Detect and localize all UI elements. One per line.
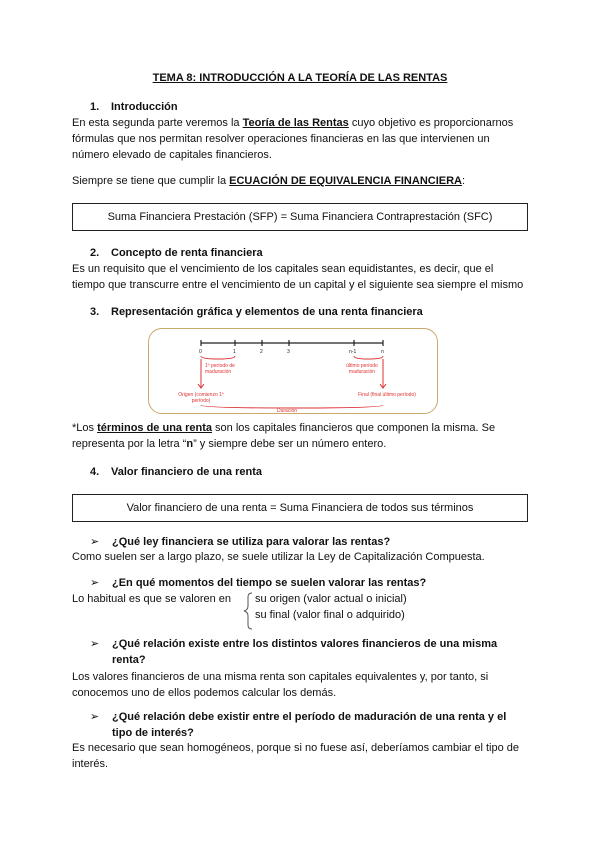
question-heading: ➢ ¿Qué relación debe existir entre el período de maduración de una renta y el <box>90 711 507 723</box>
question-heading: ➢ ¿Qué ley financiera se utiliza para valorar las rentas? <box>90 536 391 548</box>
paragraph-line: Lo habitual es que se valoren en <box>72 593 232 605</box>
heading-text: Introducción <box>111 101 178 113</box>
paragraph-line: Es un requisito que el vencimiento de los capitales sean equidistantes, es decir, que el <box>72 263 494 275</box>
paragraph-line: Siempre se tiene que cumplir la ECUACIÓN DE EQUIVALENCIA FINANCIERA: <box>72 175 466 187</box>
emphasis: ECUACIÓN DE EQUIVALENCIA FINANCIERA <box>229 175 462 187</box>
option-origen: su origen (valor actual o inicial) <box>255 593 407 605</box>
tick-label: 3 <box>287 349 290 355</box>
page-title: TEMA 8: INTRODUCCIÓN A LA TEORÍA DE LAS RENTAS <box>152 72 448 84</box>
arrow-bullet-icon: ➢ <box>90 638 100 650</box>
paragraph-line: interés. <box>72 758 109 770</box>
tick-label: n-1 <box>349 349 357 355</box>
tick-label: 1 <box>233 349 236 355</box>
tick-label: 0 <box>199 349 202 355</box>
paragraph-line: conocemos uno de ellos podemos calcular los demás. <box>72 687 337 699</box>
section-4-heading: 4. Valor financiero de una renta <box>90 466 262 478</box>
origin-label: Origen (comienzo 1º período) <box>178 392 224 404</box>
duration-label: Duración <box>277 408 298 414</box>
section-2-heading: 2. Concepto de renta financiera <box>90 247 263 259</box>
emphasis: términos de una renta <box>97 422 212 434</box>
renta-timeline-diagram <box>148 328 438 414</box>
paragraph-line: fórmulas que nos permitan resolver operaciones financieras en las que intervienen un <box>72 133 490 145</box>
equation-box: Suma Financiera Prestación (SFP) = Suma Financiera Contraprestación (SFC) <box>72 203 528 231</box>
question-heading-cont: renta? <box>112 654 146 666</box>
question-heading-cont: tipo de interés? <box>112 727 194 739</box>
arrow-bullet-icon: ➢ <box>90 577 100 589</box>
paragraph-line: Como suelen ser a largo plazo, se suele utilizar la Ley de Capitalización Compuesta. <box>72 551 485 563</box>
first-period-label: 1º período de maduración <box>205 363 235 375</box>
question-heading: ➢ ¿En qué momentos del tiempo se suelen valorar las rentas? <box>90 577 427 589</box>
valor-financiero-box: Valor financiero de una renta = Suma Financiera de todos sus términos <box>72 494 528 522</box>
last-period-label: último período maduración <box>346 363 378 375</box>
section-3-heading: 3. Representación gráfica y elementos de una renta financiera <box>90 306 423 318</box>
brace-icon <box>242 592 254 632</box>
paragraph-line: representa por la letra “n” y siempre debe ser un número entero. <box>72 438 387 450</box>
arrow-bullet-icon: ➢ <box>90 536 100 548</box>
paragraph-line: tiempo que transcurre entre el vencimiento de un capital y el siguiente sea siempre el mismo <box>72 279 524 291</box>
tick-label: 2 <box>260 349 263 355</box>
emphasis: Teoría de las Rentas <box>242 117 349 129</box>
question-heading: ➢ ¿Qué relación existe entre los distintos valores financieros de una misma <box>90 638 498 650</box>
option-final: su final (valor final o adquirido) <box>255 609 405 621</box>
paragraph-line: En esta segunda parte veremos la Teoría de las Rentas cuyo objetivo es proporcionarnos <box>72 117 514 129</box>
section-number: 1. <box>90 101 100 113</box>
paragraph-line: Los valores financieros de una misma renta son capitales equivalentes y, por tanto, si <box>72 671 489 683</box>
section-1-heading <box>90 100 178 114</box>
arrow-bullet-icon: ➢ <box>90 711 100 723</box>
tick-label: n <box>381 349 384 355</box>
paragraph-line: *Los términos de una renta son los capitales financieros que componen la misma. Se <box>72 422 496 434</box>
final-label: Final (final último período) <box>358 392 416 398</box>
paragraph-line: Es necesario que sean homogéneos, porque si no fuese así, deberíamos cambiar el tipo de <box>72 742 519 754</box>
paragraph-line: número elevado de capitales financieros. <box>72 149 272 161</box>
